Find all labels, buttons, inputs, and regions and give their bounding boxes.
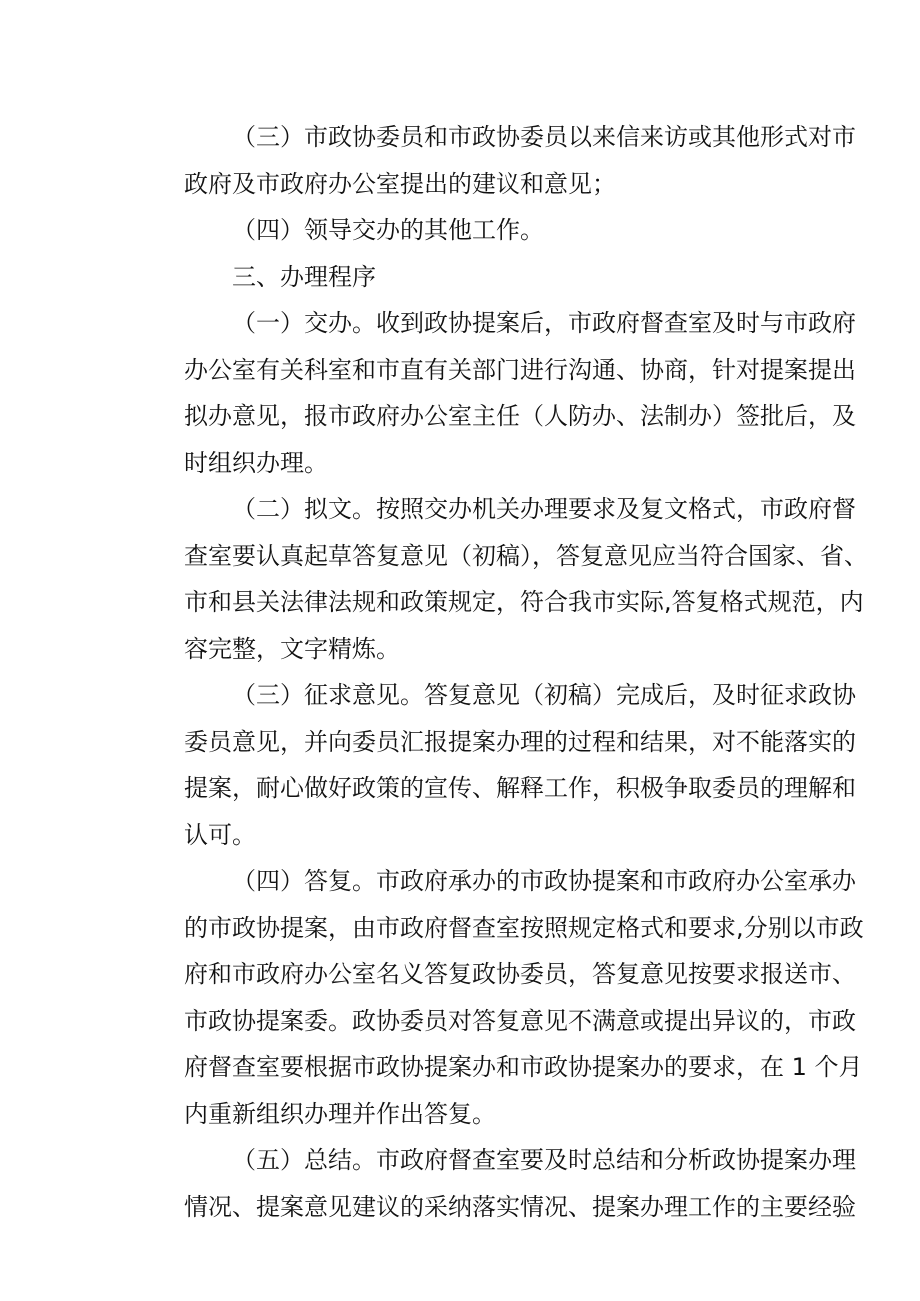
procedure-step-reply: [136, 858, 864, 1137]
text-line: 办公室有关科室和市直有关部门进行沟通、协商，针对提案提出: [184, 355, 856, 384]
text-line: （四）答复。市政府承办的市政协提案和市政府办公室承办: [232, 867, 856, 895]
procedure-step-draft: [136, 486, 868, 672]
text-line: 情况、提案意见建议的采纳落实情况、提案办理工作的主要经验: [184, 1192, 856, 1221]
text-line: 认可。: [184, 820, 256, 849]
text-line: （三）市政协委员和市政协委员以来信来访或其他形式对市: [232, 123, 856, 151]
text-line: 容完整，文字精炼。: [184, 634, 400, 663]
text-line: 委员意见，并向委员汇报提案办理的过程和结果，对不能落实的: [184, 727, 856, 756]
text-line: 内重新组织办理并作出答复。: [184, 1099, 496, 1128]
procedure-step-summary: [136, 1137, 856, 1230]
text-line: （二）拟文。按照交办机关办理要求及复文格式，市政府督: [232, 495, 856, 523]
paragraph-item-4: [136, 207, 796, 254]
text-line: （三）征求意见。答复意见（初稿）完成后，及时征求政协: [232, 681, 856, 709]
text-line: 拟办意见，报市政府办公室主任（人防办、法制办）签批后，及: [184, 402, 856, 430]
section-heading-text: 三、办理程序: [232, 262, 376, 291]
text-line: （一）交办。收到政协提案后，市政府督查室及时与市政府: [232, 309, 856, 337]
text-line: 时组织办理。: [184, 448, 328, 477]
text-line: 政府及市政府办公室提出的建议和意见；: [184, 169, 616, 198]
text-line: 府督查室要根据市政协提案办和市政协提案办的要求，在 1 个月: [184, 1053, 863, 1081]
text-line: 府和市政府办公室名义答复政协委员，答复意见按要求报送市、: [184, 960, 856, 988]
procedure-step-assign: [136, 300, 856, 486]
paragraph-item-3: [136, 114, 856, 207]
text-line: 查室要认真起草答复意见（初稿），答复意见应当符合国家、省、: [184, 541, 868, 570]
text-line: 市政协提案委。政协委员对答复意见不满意或提出异议的，市政: [184, 1006, 856, 1035]
section-heading: [136, 254, 796, 301]
procedure-step-consult: [136, 672, 856, 858]
text-line: （四）领导交办的其他工作。: [232, 216, 544, 244]
text-line: 的市政协提案，由市政府督查室按照规定格式和要求,分别以市政: [184, 913, 864, 942]
text-line: 提案，耐心做好政策的宣传、解释工作，积极争取委员的理解和: [184, 774, 856, 802]
document-body: [136, 114, 868, 1230]
text-line: 市和县关法律法规和政策规定，符合我市实际,答复格式规范，内: [184, 588, 864, 616]
text-line: （五）总结。市政府督查室要及时总结和分析政协提案办理: [232, 1146, 856, 1174]
